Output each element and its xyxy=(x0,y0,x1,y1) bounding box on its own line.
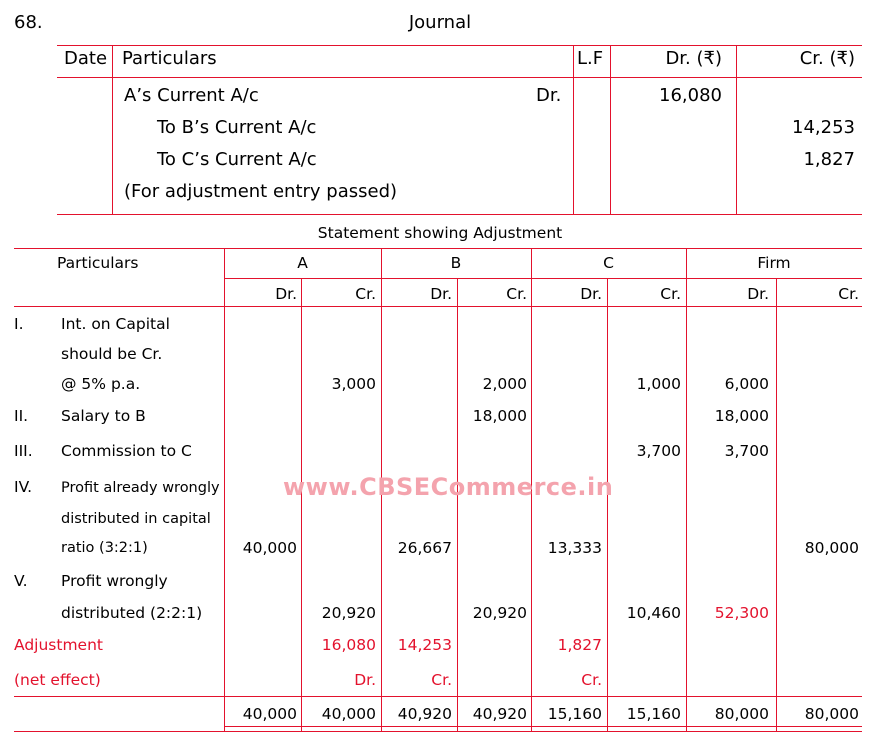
journal-credit-account: To C’s Current A/c xyxy=(157,149,317,170)
item-text: distributed (2:2:1) xyxy=(61,604,203,622)
item-number: III. xyxy=(14,442,33,460)
adjustment-label: (net effect) xyxy=(14,671,101,689)
journal-header-rule xyxy=(57,77,862,78)
item-text: ratio (3:2:1) xyxy=(61,540,148,556)
statement-subheader-rule xyxy=(224,278,862,279)
item-text: Int. on Capital xyxy=(61,315,170,333)
journal-top-rule xyxy=(57,45,862,46)
a-dr-value: 40,000 xyxy=(242,539,297,557)
statement-title: Statement showing Adjustment xyxy=(317,224,563,242)
journal-debit-account: A’s Current A/c xyxy=(124,85,259,106)
total-a-dr: 40,000 xyxy=(242,705,297,723)
statement-col-rule xyxy=(224,248,225,731)
total-firm-dr: 80,000 xyxy=(714,705,769,723)
watermark: www.CBSECommerce.in xyxy=(283,473,614,501)
c-dr-note: Cr. xyxy=(581,671,602,689)
journal-col-rule xyxy=(573,45,574,214)
statement-subheader-cr: Cr. xyxy=(506,285,527,303)
statement-header-b: B xyxy=(450,254,462,272)
journal-header-date: Date xyxy=(64,48,108,69)
journal-header-particulars: Particulars xyxy=(122,48,217,69)
b-dr-value: 14,253 xyxy=(397,636,452,654)
c-cr-value: 3,700 xyxy=(636,442,681,460)
b-dr-note: Cr. xyxy=(431,671,452,689)
journal-col-rule xyxy=(736,45,737,214)
journal-header-cr: Cr. (₹) xyxy=(799,48,855,69)
statement-header-c: C xyxy=(603,254,614,272)
item-number: V. xyxy=(14,572,28,590)
statement-header-particulars: Particulars xyxy=(57,254,139,272)
statement-col-rule xyxy=(686,248,687,731)
a-cr-value: 3,000 xyxy=(331,375,376,393)
journal-title: Journal xyxy=(408,12,472,33)
journal-header-dr: Dr. (₹) xyxy=(665,48,722,69)
total-c-cr: 15,160 xyxy=(626,705,681,723)
question-number: 68. xyxy=(14,12,43,33)
a-cr-value: 16,080 xyxy=(321,636,376,654)
total-b-cr: 40,920 xyxy=(472,705,527,723)
statement-bottom-rule xyxy=(14,731,862,732)
item-text: Profit wrongly xyxy=(61,572,168,590)
firm-dr-value: 6,000 xyxy=(724,375,769,393)
item-number: II. xyxy=(14,407,29,425)
statement-subheader-dr: Dr. xyxy=(275,285,297,303)
b-cr-value: 20,920 xyxy=(472,604,527,622)
firm-dr-value: 18,000 xyxy=(714,407,769,425)
statement-subheader-cr: Cr. xyxy=(660,285,681,303)
statement-top-rule xyxy=(14,248,862,249)
firm-dr-value: 52,300 xyxy=(714,604,769,622)
statement-subheader-dr: Dr. xyxy=(430,285,452,303)
item-text: should be Cr. xyxy=(61,345,163,363)
c-dr-value: 1,827 xyxy=(557,636,602,654)
item-number: I. xyxy=(14,315,24,333)
journal-header-lf: L.F xyxy=(577,48,604,69)
adjustment-label: Adjustment xyxy=(14,636,103,654)
c-cr-value: 10,460 xyxy=(626,604,681,622)
firm-dr-value: 3,700 xyxy=(724,442,769,460)
journal-debit-amount: 16,080 xyxy=(659,85,722,106)
total-firm-cr: 80,000 xyxy=(804,705,859,723)
c-cr-value: 1,000 xyxy=(636,375,681,393)
statement-subheader-cr: Cr. xyxy=(355,285,376,303)
b-cr-value: 2,000 xyxy=(482,375,527,393)
journal-narration: (For adjustment entry passed) xyxy=(124,181,398,202)
item-text: Profit already wrongly xyxy=(61,480,220,496)
statement-header-firm: Firm xyxy=(757,254,791,272)
statement-total-double-rule xyxy=(224,726,862,727)
item-text: @ 5% p.a. xyxy=(61,375,141,393)
statement-subheader-cr: Cr. xyxy=(838,285,859,303)
journal-credit-account: To B’s Current A/c xyxy=(157,117,317,138)
journal-col-rule xyxy=(610,45,611,214)
statement-col-rule xyxy=(301,278,302,731)
item-number: IV. xyxy=(14,478,33,496)
statement-subheader-dr: Dr. xyxy=(747,285,769,303)
statement-total-rule xyxy=(14,696,862,697)
total-c-dr: 15,160 xyxy=(547,705,602,723)
c-dr-value: 13,333 xyxy=(547,539,602,557)
statement-subheader-dr: Dr. xyxy=(580,285,602,303)
journal-col-rule xyxy=(112,45,113,214)
journal-credit-amount: 14,253 xyxy=(792,117,855,138)
firm-cr-value: 80,000 xyxy=(804,539,859,557)
statement-header-a: A xyxy=(297,254,308,272)
item-text: Salary to B xyxy=(61,407,146,425)
statement-col-rule xyxy=(457,278,458,731)
item-text: distributed in capital xyxy=(61,511,211,527)
total-a-cr: 40,000 xyxy=(321,705,376,723)
b-cr-value: 18,000 xyxy=(472,407,527,425)
statement-col-rule xyxy=(607,278,608,731)
a-cr-value: 20,920 xyxy=(321,604,376,622)
statement-header-rule xyxy=(14,306,862,307)
journal-credit-amount: 1,827 xyxy=(803,149,855,170)
statement-col-rule xyxy=(776,278,777,731)
b-dr-value: 26,667 xyxy=(397,539,452,557)
journal-bottom-rule xyxy=(57,214,862,215)
journal-dr-marker: Dr. xyxy=(536,85,562,106)
total-b-dr: 40,920 xyxy=(397,705,452,723)
item-text: Commission to C xyxy=(61,442,192,460)
a-cr-note: Dr. xyxy=(354,671,376,689)
